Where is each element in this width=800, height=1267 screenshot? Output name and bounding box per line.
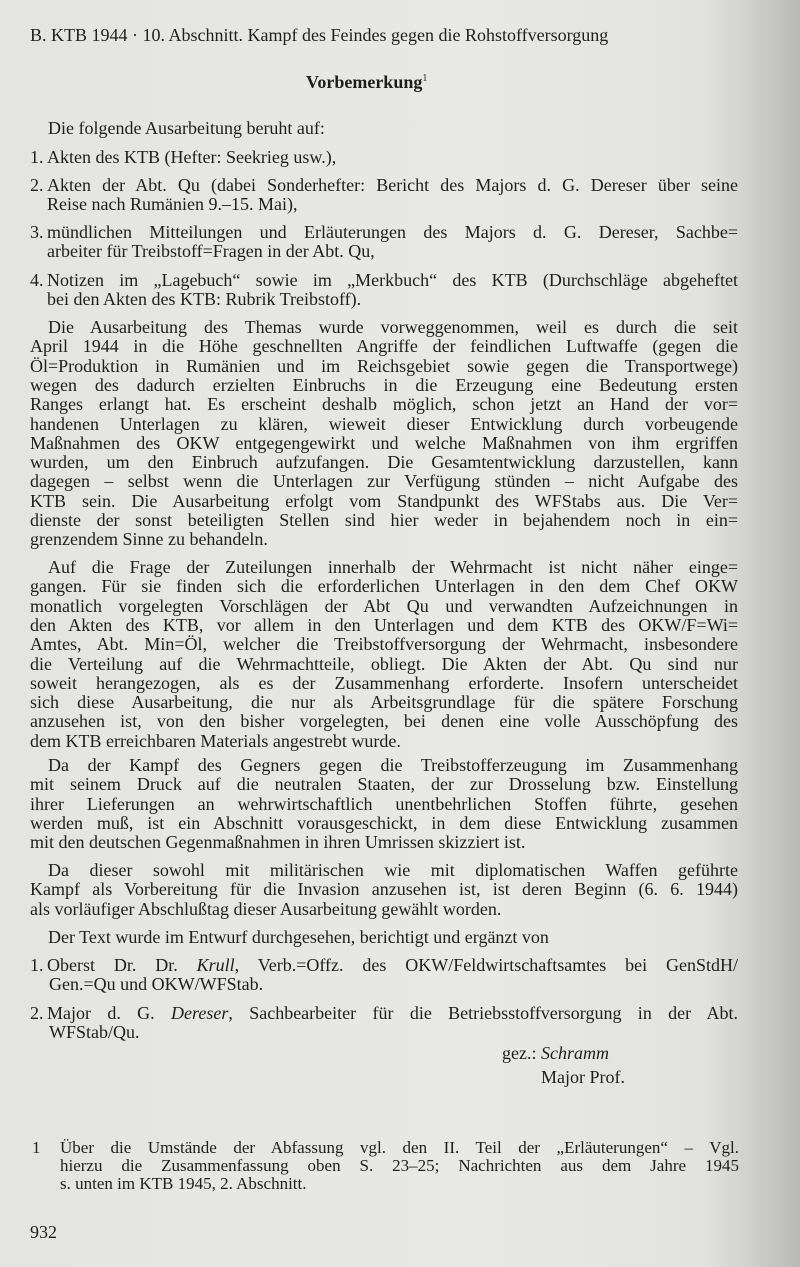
paragraph-line: Maßnahmen des OKW entgegengewirkt und welche Maßnahmen von ihm ergriffen [30, 432, 738, 453]
paragraph-line: werden muß, ist ein Abschnitt vorausgeschickt, in dem diese Entwicklung zusammen [30, 812, 738, 833]
signature [502, 1043, 609, 1063]
source-item-line: Reise nach Rumänien 9.–15. Mai), [47, 194, 298, 215]
paragraph-line: grenzendem Sinne zu behandeln. [30, 529, 268, 550]
paragraph-line: Ranges erlangt hat. Es erscheint deshalb möglich, schon jetzt an Hand der vor= [30, 394, 738, 415]
source-number: 2. [30, 175, 44, 195]
source-item-line: Notizen im „Lagebuch“ sowie im „Merkbuch“ des KTB (Durchschläge abgeheftet [47, 270, 738, 290]
reviewer-name: Dereser [171, 1003, 229, 1023]
paragraph-line: Amtes, Abt. Min=Öl, welcher die Treibstoffversorgung der Wehrmacht, insbesondere [30, 634, 738, 655]
reviewer-name: Krull [196, 955, 235, 975]
paragraph-line: Die Ausarbeitung des Themas wurde vorweggenommen, weil es durch die seit [48, 317, 738, 337]
paragraph-line: anzusehen ist, von den bisher vorgelegten, bei denen eine volle Ausschöpfung des [30, 711, 738, 732]
paragraph-line: monatlich vorgelegten Vorschlägen der Abt Qu und verwandten Aufzeichnungen in [30, 595, 738, 616]
reviewer-role: , Verb.=Offz. des OKW/Feldwirtschaftsamtes bei GenStdH/ [234, 955, 738, 975]
reviewer-number: 2. [30, 1003, 44, 1023]
footnote-line: s. unten im KTB 1945, 2. Abschnitt. [60, 1174, 307, 1193]
footnote-ref[interactable]: 1 [422, 73, 428, 84]
page-number: 932 [30, 1222, 57, 1242]
paragraph-line: als vorläufiger Abschlußtag dieser Ausarbeitung gewählt worden. [30, 898, 502, 919]
paragraph-line: die Verteilung auf die Wehrmachtteile, obliegt. Die Akten der Abt. Qu sind nur [30, 653, 738, 674]
reviewer-line-2: WFStab/Qu. [49, 1022, 140, 1042]
source-item-line: Akten der Abt. Qu (dabei Sonderhefter: Bericht des Majors d. G. Dereser über seine [47, 175, 738, 195]
reviewer-role: , Sachbearbeiter für die Betriebsstoffversorgung in der Abt. [228, 1003, 738, 1023]
paragraph-line: dienste der sonst beteiligten Stellen sind hier weder in bejahendem noch in ein= [30, 510, 738, 530]
source-item-line: mündlichen Mitteilungen und Erläuterungen des Majors d. G. Dereser, Sachbe= [47, 222, 738, 242]
reviewer-title: Oberst Dr. Dr. [47, 955, 197, 975]
paragraph-line: wurden, um den Einbruch aufzufangen. Die Gesamtentwicklung darzustellen, kann [30, 452, 738, 473]
paragraph-line: Da dieser sowohl mit militärischen wie mit diplomatischen Waffen geführte [48, 860, 738, 880]
paragraph-line: mit seinem Druck auf die neutralen Staaten, der zur Drosselung bzw. Einstellung [30, 774, 738, 795]
section-title [306, 72, 427, 92]
paragraph-line: dagegen – selbst wenn die Unterlagen zur Verfügung stünden – nicht Aufgabe des [30, 471, 738, 492]
source-item-line: bei den Akten des KTB: Rubrik Treibstoff). [47, 289, 362, 310]
paragraph-line: dem KTB erreichbaren Materials angestrebt wurde. [30, 730, 401, 751]
reviewer-line-2: Gen.=Qu und OKW/WFStab. [49, 974, 264, 994]
paragraph-line: handenen Unterlagen zu klären, wieweit dieser Entwicklung durch vorbeugende [30, 413, 738, 434]
running-header: B. KTB 1944 · 10. Abschnitt. Kampf des Feindes gegen die Rohstoffversorgung [30, 25, 609, 45]
paragraph-line: Auf die Frage der Zuteilungen innerhalb der Wehrmacht ist nicht näher einge= [48, 557, 738, 577]
paragraph-line: mit den deutschen Gegenmaßnahmen in ihren Umrissen skizziert ist. [30, 832, 526, 853]
signature-rank: Major Prof. [541, 1067, 625, 1087]
footnote-line: Über die Umstände der Abfassung vgl. den II. Teil der „Erläuterungen“ – Vgl. [60, 1138, 739, 1157]
source-number: 4. [30, 270, 44, 290]
paragraph-line: Da der Kampf des Gegners gegen die Treibstofferzeugung im Zusammenhang [48, 755, 738, 775]
reviewer-number: 1. [30, 955, 44, 975]
paragraph-line: gangen. Für sie finden sich die erforderlichen Unterlagen in den dem Chef OKW [30, 576, 738, 597]
paragraph-line: April 1944 in die Höhe geschnellten Angriffe der feindlichen Luftwaffe (gegen die [30, 336, 738, 357]
reviewed-intro: Der Text wurde im Entwurf durchgesehen, berichtigt und ergänzt von [48, 927, 549, 947]
paragraph-line: wegen des dadurch erzielten Einbruchs in die Erzeugung eine Bedeutung ersten [30, 374, 738, 395]
paragraph-line: Öl=Produktion in Rumänien und im Reichsgebiet sowie gegen die Transportwege) [30, 355, 738, 376]
source-item-line: Akten des KTB (Hefter: Seekrieg usw.), [47, 147, 337, 167]
intro-line: Die folgende Ausarbeitung beruht auf: [48, 118, 325, 138]
source-number: 3. [30, 222, 44, 242]
paragraph-line: KTB sein. Die Ausarbeitung erfolgt vom Standpunkt des WFStabs aus. Die Ver= [30, 490, 738, 511]
paragraph-line: den Akten des KTB, vor allem in den Unterlagen und dem KTB des OKW/F=Wi= [30, 614, 738, 635]
signature-name: Schramm [540, 1043, 609, 1063]
footnote-mark: 1 [32, 1138, 41, 1157]
paragraph-line: Kampf als Vorbereitung für die Invasion anzusehen ist, ist deren Beginn (6. 6. 1944) [30, 879, 738, 900]
paragraph-line: soweit herangezogen, als es der Zusammenhang erforderte. Insofern unterscheidet [30, 672, 738, 693]
reviewer-line [47, 955, 738, 975]
reviewer-line [47, 1003, 738, 1023]
paragraph-line: ihrer Lieferungen an wehrwirtschaftlich unentbehrlichen Stoffen führte, gesehen [30, 793, 738, 814]
paragraph-line: sich diese Ausarbeitung, die nur als Arbeitsgrundlage für die spätere Forschung [30, 692, 738, 713]
source-item-line: arbeiter für Treibstoff=Fragen in der Abt. Qu, [47, 241, 375, 262]
section-title-text: Vorbemerkung [306, 72, 423, 92]
source-number: 1. [30, 147, 44, 167]
footnote-line: hierzu die Zusammenfassung oben S. 23–25; Nachrichten aus dem Jahre 1945 [60, 1156, 739, 1175]
reviewer-title: Major d. G. [47, 1003, 172, 1023]
signature-prefix: gez.: [502, 1043, 541, 1063]
